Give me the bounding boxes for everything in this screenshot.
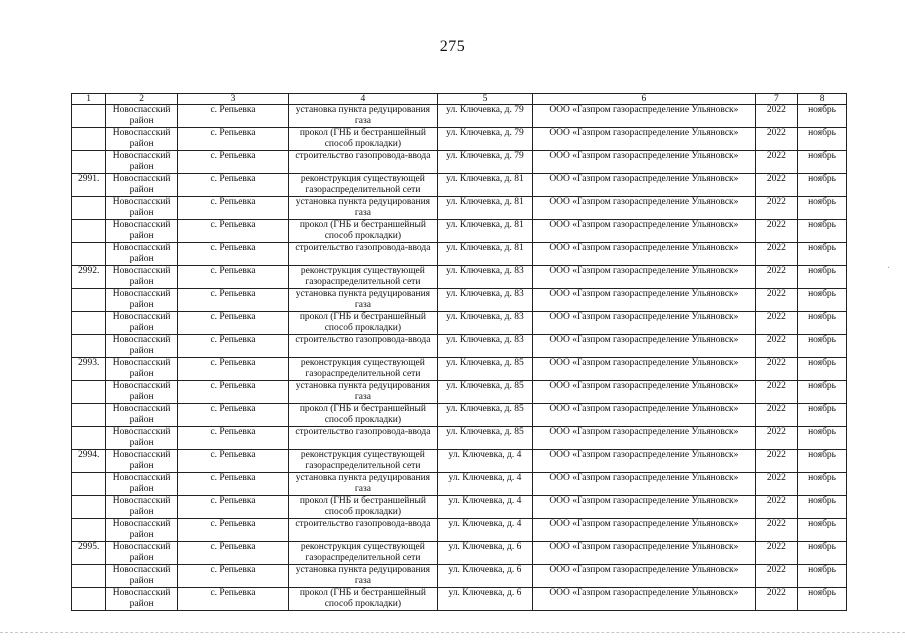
work-type-cell: реконструкция существующей газораспределительной сети [289, 358, 438, 381]
work-type-cell: установка пункта редуцирования газа [289, 289, 438, 312]
table-row [72, 473, 847, 496]
locality-cell: с. Репьевка [177, 588, 288, 611]
locality-cell: с. Репьевка [177, 266, 288, 289]
entry-number-cell: 2991. [72, 174, 106, 197]
district-cell: Новоспасский район [106, 289, 178, 312]
locality-cell: с. Репьевка [177, 289, 288, 312]
year-cell: 2022 [755, 565, 798, 588]
district-cell: Новоспасский район [106, 312, 178, 335]
table-row [72, 243, 847, 266]
locality-cell: с. Репьевка [177, 312, 288, 335]
table-row [72, 105, 847, 128]
work-type-cell: реконструкция существующей газораспределительной сети [289, 542, 438, 565]
year-cell: 2022 [755, 151, 798, 174]
column-header-2: 2 [106, 94, 178, 105]
column-header-1: 1 [72, 94, 106, 105]
month-cell: ноябрь [798, 220, 847, 243]
work-type-cell: прокол (ГНБ и бестраншейный способ прокладки) [289, 588, 438, 611]
year-cell: 2022 [755, 496, 798, 519]
month-cell: ноябрь [798, 128, 847, 151]
year-cell: 2022 [755, 542, 798, 565]
locality-cell: с. Репьевка [177, 105, 288, 128]
work-type-cell: установка пункта редуцирования газа [289, 473, 438, 496]
district-cell: Новоспасский район [106, 105, 178, 128]
column-header-4: 4 [289, 94, 438, 105]
work-type-cell: строительство газопровода-ввода [289, 427, 438, 450]
locality-cell: с. Репьевка [177, 473, 288, 496]
entry-number-cell: 2992. [72, 266, 106, 289]
work-type-cell: прокол (ГНБ и бестраншейный способ прокладки) [289, 404, 438, 427]
district-cell: Новоспасский район [106, 588, 178, 611]
address-cell: ул. Ключевка, д. 83 [437, 266, 533, 289]
month-cell: ноябрь [798, 358, 847, 381]
month-cell: ноябрь [798, 496, 847, 519]
table-row [72, 565, 847, 588]
page-number: 275 [439, 38, 466, 55]
year-cell: 2022 [755, 266, 798, 289]
table-body [72, 105, 847, 611]
table-row [72, 496, 847, 519]
work-type-cell: строительство газопровода-ввода [289, 335, 438, 358]
work-type-cell: прокол (ГНБ и бестраншейный способ прокладки) [289, 312, 438, 335]
district-cell: Новоспасский район [106, 128, 178, 151]
district-cell: Новоспасский район [106, 220, 178, 243]
table-row [72, 174, 847, 197]
table-row [72, 588, 847, 611]
table-row [72, 289, 847, 312]
organization-cell: ООО «Газпром газораспределение Ульяновск» [533, 542, 755, 565]
locality-cell: с. Репьевка [177, 427, 288, 450]
locality-cell: с. Репьевка [177, 404, 288, 427]
locality-cell: с. Репьевка [177, 565, 288, 588]
month-cell: ноябрь [798, 542, 847, 565]
month-cell: ноябрь [798, 335, 847, 358]
address-cell: ул. Ключевка, д. 4 [437, 450, 533, 473]
work-type-cell: реконструкция существующей газораспределительной сети [289, 266, 438, 289]
entry-number-cell [72, 335, 106, 358]
month-cell: ноябрь [798, 197, 847, 220]
organization-cell: ООО «Газпром газораспределение Ульяновск» [533, 358, 755, 381]
entry-number-cell [72, 588, 106, 611]
table-row [72, 335, 847, 358]
entry-number-cell [72, 128, 106, 151]
year-cell: 2022 [755, 174, 798, 197]
year-cell: 2022 [755, 473, 798, 496]
district-cell: Новоспасский район [106, 266, 178, 289]
address-cell: ул. Ключевка, д. 81 [437, 243, 533, 266]
table-row [72, 519, 847, 542]
entry-number-cell [72, 519, 106, 542]
table-row [72, 220, 847, 243]
year-cell: 2022 [755, 197, 798, 220]
month-cell: ноябрь [798, 243, 847, 266]
entry-number-cell [72, 404, 106, 427]
district-cell: Новоспасский район [106, 496, 178, 519]
locality-cell: с. Репьевка [177, 197, 288, 220]
month-cell: ноябрь [798, 312, 847, 335]
table-row [72, 128, 847, 151]
year-cell: 2022 [755, 335, 798, 358]
locality-cell: с. Репьевка [177, 450, 288, 473]
table-row [72, 266, 847, 289]
entry-number-cell [72, 105, 106, 128]
locality-cell: с. Репьевка [177, 335, 288, 358]
organization-cell: ООО «Газпром газораспределение Ульяновск» [533, 312, 755, 335]
entry-number-cell [72, 565, 106, 588]
work-type-cell: строительство газопровода-ввода [289, 519, 438, 542]
organization-cell: ООО «Газпром газораспределение Ульяновск» [533, 289, 755, 312]
column-header-6: 6 [533, 94, 755, 105]
month-cell: ноябрь [798, 174, 847, 197]
year-cell: 2022 [755, 243, 798, 266]
organization-cell: ООО «Газпром газораспределение Ульяновск» [533, 128, 755, 151]
organization-cell: ООО «Газпром газораспределение Ульяновск» [533, 427, 755, 450]
organization-cell: ООО «Газпром газораспределение Ульяновск» [533, 151, 755, 174]
locality-cell: с. Репьевка [177, 519, 288, 542]
works-schedule-table [71, 93, 847, 611]
table-row [72, 427, 847, 450]
district-cell: Новоспасский район [106, 381, 178, 404]
organization-cell: ООО «Газпром газораспределение Ульяновск» [533, 496, 755, 519]
month-cell: ноябрь [798, 427, 847, 450]
month-cell: ноябрь [798, 588, 847, 611]
year-cell: 2022 [755, 312, 798, 335]
month-cell: ноябрь [798, 289, 847, 312]
district-cell: Новоспасский район [106, 335, 178, 358]
address-cell: ул. Ключевка, д. 4 [437, 496, 533, 519]
locality-cell: с. Репьевка [177, 174, 288, 197]
address-cell: ул. Ключевка, д. 85 [437, 427, 533, 450]
work-type-cell: строительство газопровода-ввода [289, 243, 438, 266]
table-row [72, 542, 847, 565]
work-type-cell: прокол (ГНБ и бестраншейный способ прокладки) [289, 220, 438, 243]
year-cell: 2022 [755, 105, 798, 128]
locality-cell: с. Репьевка [177, 358, 288, 381]
organization-cell: ООО «Газпром газораспределение Ульяновск» [533, 404, 755, 427]
organization-cell: ООО «Газпром газораспределение Ульяновск» [533, 197, 755, 220]
table-row [72, 381, 847, 404]
page-bottom-rule [0, 632, 905, 633]
table-row [72, 197, 847, 220]
address-cell: ул. Ключевка, д. 81 [437, 197, 533, 220]
address-cell: ул. Ключевка, д. 6 [437, 588, 533, 611]
work-type-cell: строительство газопровода-ввода [289, 151, 438, 174]
work-type-cell: прокол (ГНБ и бестраншейный способ прокладки) [289, 128, 438, 151]
district-cell: Новоспасский район [106, 542, 178, 565]
column-header-8: 8 [798, 94, 847, 105]
month-cell: ноябрь [798, 105, 847, 128]
locality-cell: с. Репьевка [177, 243, 288, 266]
table-row [72, 404, 847, 427]
year-cell: 2022 [755, 289, 798, 312]
entry-number-cell [72, 473, 106, 496]
entry-number-cell [72, 496, 106, 519]
entry-number-cell [72, 220, 106, 243]
month-cell: ноябрь [798, 473, 847, 496]
entry-number-cell: 2994. [72, 450, 106, 473]
entry-number-cell: 2995. [72, 542, 106, 565]
organization-cell: ООО «Газпром газораспределение Ульяновск» [533, 473, 755, 496]
district-cell: Новоспасский район [106, 197, 178, 220]
organization-cell: ООО «Газпром газораспределение Ульяновск» [533, 450, 755, 473]
organization-cell: ООО «Газпром газораспределение Ульяновск» [533, 381, 755, 404]
work-type-cell: установка пункта редуцирования газа [289, 565, 438, 588]
locality-cell: с. Репьевка [177, 220, 288, 243]
work-type-cell: прокол (ГНБ и бестраншейный способ прокладки) [289, 496, 438, 519]
entry-number-cell [72, 197, 106, 220]
month-cell: ноябрь [798, 565, 847, 588]
organization-cell: ООО «Газпром газораспределение Ульяновск» [533, 266, 755, 289]
organization-cell: ООО «Газпром газораспределение Ульяновск» [533, 565, 755, 588]
organization-cell: ООО «Газпром газораспределение Ульяновск» [533, 335, 755, 358]
organization-cell: ООО «Газпром газораспределение Ульяновск» [533, 588, 755, 611]
table-row [72, 450, 847, 473]
district-cell: Новоспасский район [106, 519, 178, 542]
address-cell: ул. Ключевка, д. 6 [437, 565, 533, 588]
year-cell: 2022 [755, 588, 798, 611]
column-header-3: 3 [177, 94, 288, 105]
district-cell: Новоспасский район [106, 358, 178, 381]
district-cell: Новоспасский район [106, 151, 178, 174]
column-number-row [72, 94, 847, 105]
address-cell: ул. Ключевка, д. 83 [437, 312, 533, 335]
address-cell: ул. Ключевка, д. 79 [437, 151, 533, 174]
entry-number-cell [72, 243, 106, 266]
work-type-cell: установка пункта редуцирования газа [289, 197, 438, 220]
work-type-cell: реконструкция существующей газораспределительной сети [289, 450, 438, 473]
year-cell: 2022 [755, 381, 798, 404]
month-cell: ноябрь [798, 381, 847, 404]
entry-number-cell: 2993. [72, 358, 106, 381]
locality-cell: с. Репьевка [177, 151, 288, 174]
year-cell: 2022 [755, 450, 798, 473]
year-cell: 2022 [755, 358, 798, 381]
month-cell: ноябрь [798, 404, 847, 427]
address-cell: ул. Ключевка, д. 79 [437, 105, 533, 128]
locality-cell: с. Репьевка [177, 128, 288, 151]
work-type-cell: установка пункта редуцирования газа [289, 381, 438, 404]
district-cell: Новоспасский район [106, 174, 178, 197]
column-header-5: 5 [437, 94, 533, 105]
year-cell: 2022 [755, 404, 798, 427]
table-row [72, 358, 847, 381]
entry-number-cell [72, 427, 106, 450]
month-cell: ноябрь [798, 151, 847, 174]
table-row [72, 312, 847, 335]
locality-cell: с. Репьевка [177, 496, 288, 519]
address-cell: ул. Ключевка, д. 83 [437, 335, 533, 358]
district-cell: Новоспасский район [106, 427, 178, 450]
district-cell: Новоспасский район [106, 243, 178, 266]
entry-number-cell [72, 381, 106, 404]
year-cell: 2022 [755, 519, 798, 542]
locality-cell: с. Репьевка [177, 542, 288, 565]
year-cell: 2022 [755, 220, 798, 243]
year-cell: 2022 [755, 427, 798, 450]
year-cell: 2022 [755, 128, 798, 151]
entry-number-cell [72, 312, 106, 335]
address-cell: ул. Ключевка, д. 6 [437, 542, 533, 565]
address-cell: ул. Ключевка, д. 81 [437, 174, 533, 197]
organization-cell: ООО «Газпром газораспределение Ульяновск» [533, 220, 755, 243]
month-cell: ноябрь [798, 519, 847, 542]
entry-number-cell [72, 151, 106, 174]
column-header-7: 7 [755, 94, 798, 105]
entry-number-cell [72, 289, 106, 312]
district-cell: Новоспасский район [106, 565, 178, 588]
margin-mark: · [887, 263, 891, 274]
address-cell: ул. Ключевка, д. 81 [437, 220, 533, 243]
work-type-cell: установка пункта редуцирования газа [289, 105, 438, 128]
locality-cell: с. Репьевка [177, 381, 288, 404]
address-cell: ул. Ключевка, д. 85 [437, 381, 533, 404]
address-cell: ул. Ключевка, д. 79 [437, 128, 533, 151]
address-cell: ул. Ключевка, д. 4 [437, 519, 533, 542]
address-cell: ул. Ключевка, д. 85 [437, 358, 533, 381]
month-cell: ноябрь [798, 450, 847, 473]
organization-cell: ООО «Газпром газораспределение Ульяновск» [533, 105, 755, 128]
district-cell: Новоспасский район [106, 450, 178, 473]
organization-cell: ООО «Газпром газораспределение Ульяновск» [533, 243, 755, 266]
organization-cell: ООО «Газпром газораспределение Ульяновск» [533, 174, 755, 197]
table-row [72, 151, 847, 174]
work-type-cell: реконструкция существующей газораспределительной сети [289, 174, 438, 197]
month-cell: ноябрь [798, 266, 847, 289]
district-cell: Новоспасский район [106, 473, 178, 496]
address-cell: ул. Ключевка, д. 83 [437, 289, 533, 312]
address-cell: ул. Ключевка, д. 4 [437, 473, 533, 496]
district-cell: Новоспасский район [106, 404, 178, 427]
organization-cell: ООО «Газпром газораспределение Ульяновск» [533, 519, 755, 542]
address-cell: ул. Ключевка, д. 85 [437, 404, 533, 427]
